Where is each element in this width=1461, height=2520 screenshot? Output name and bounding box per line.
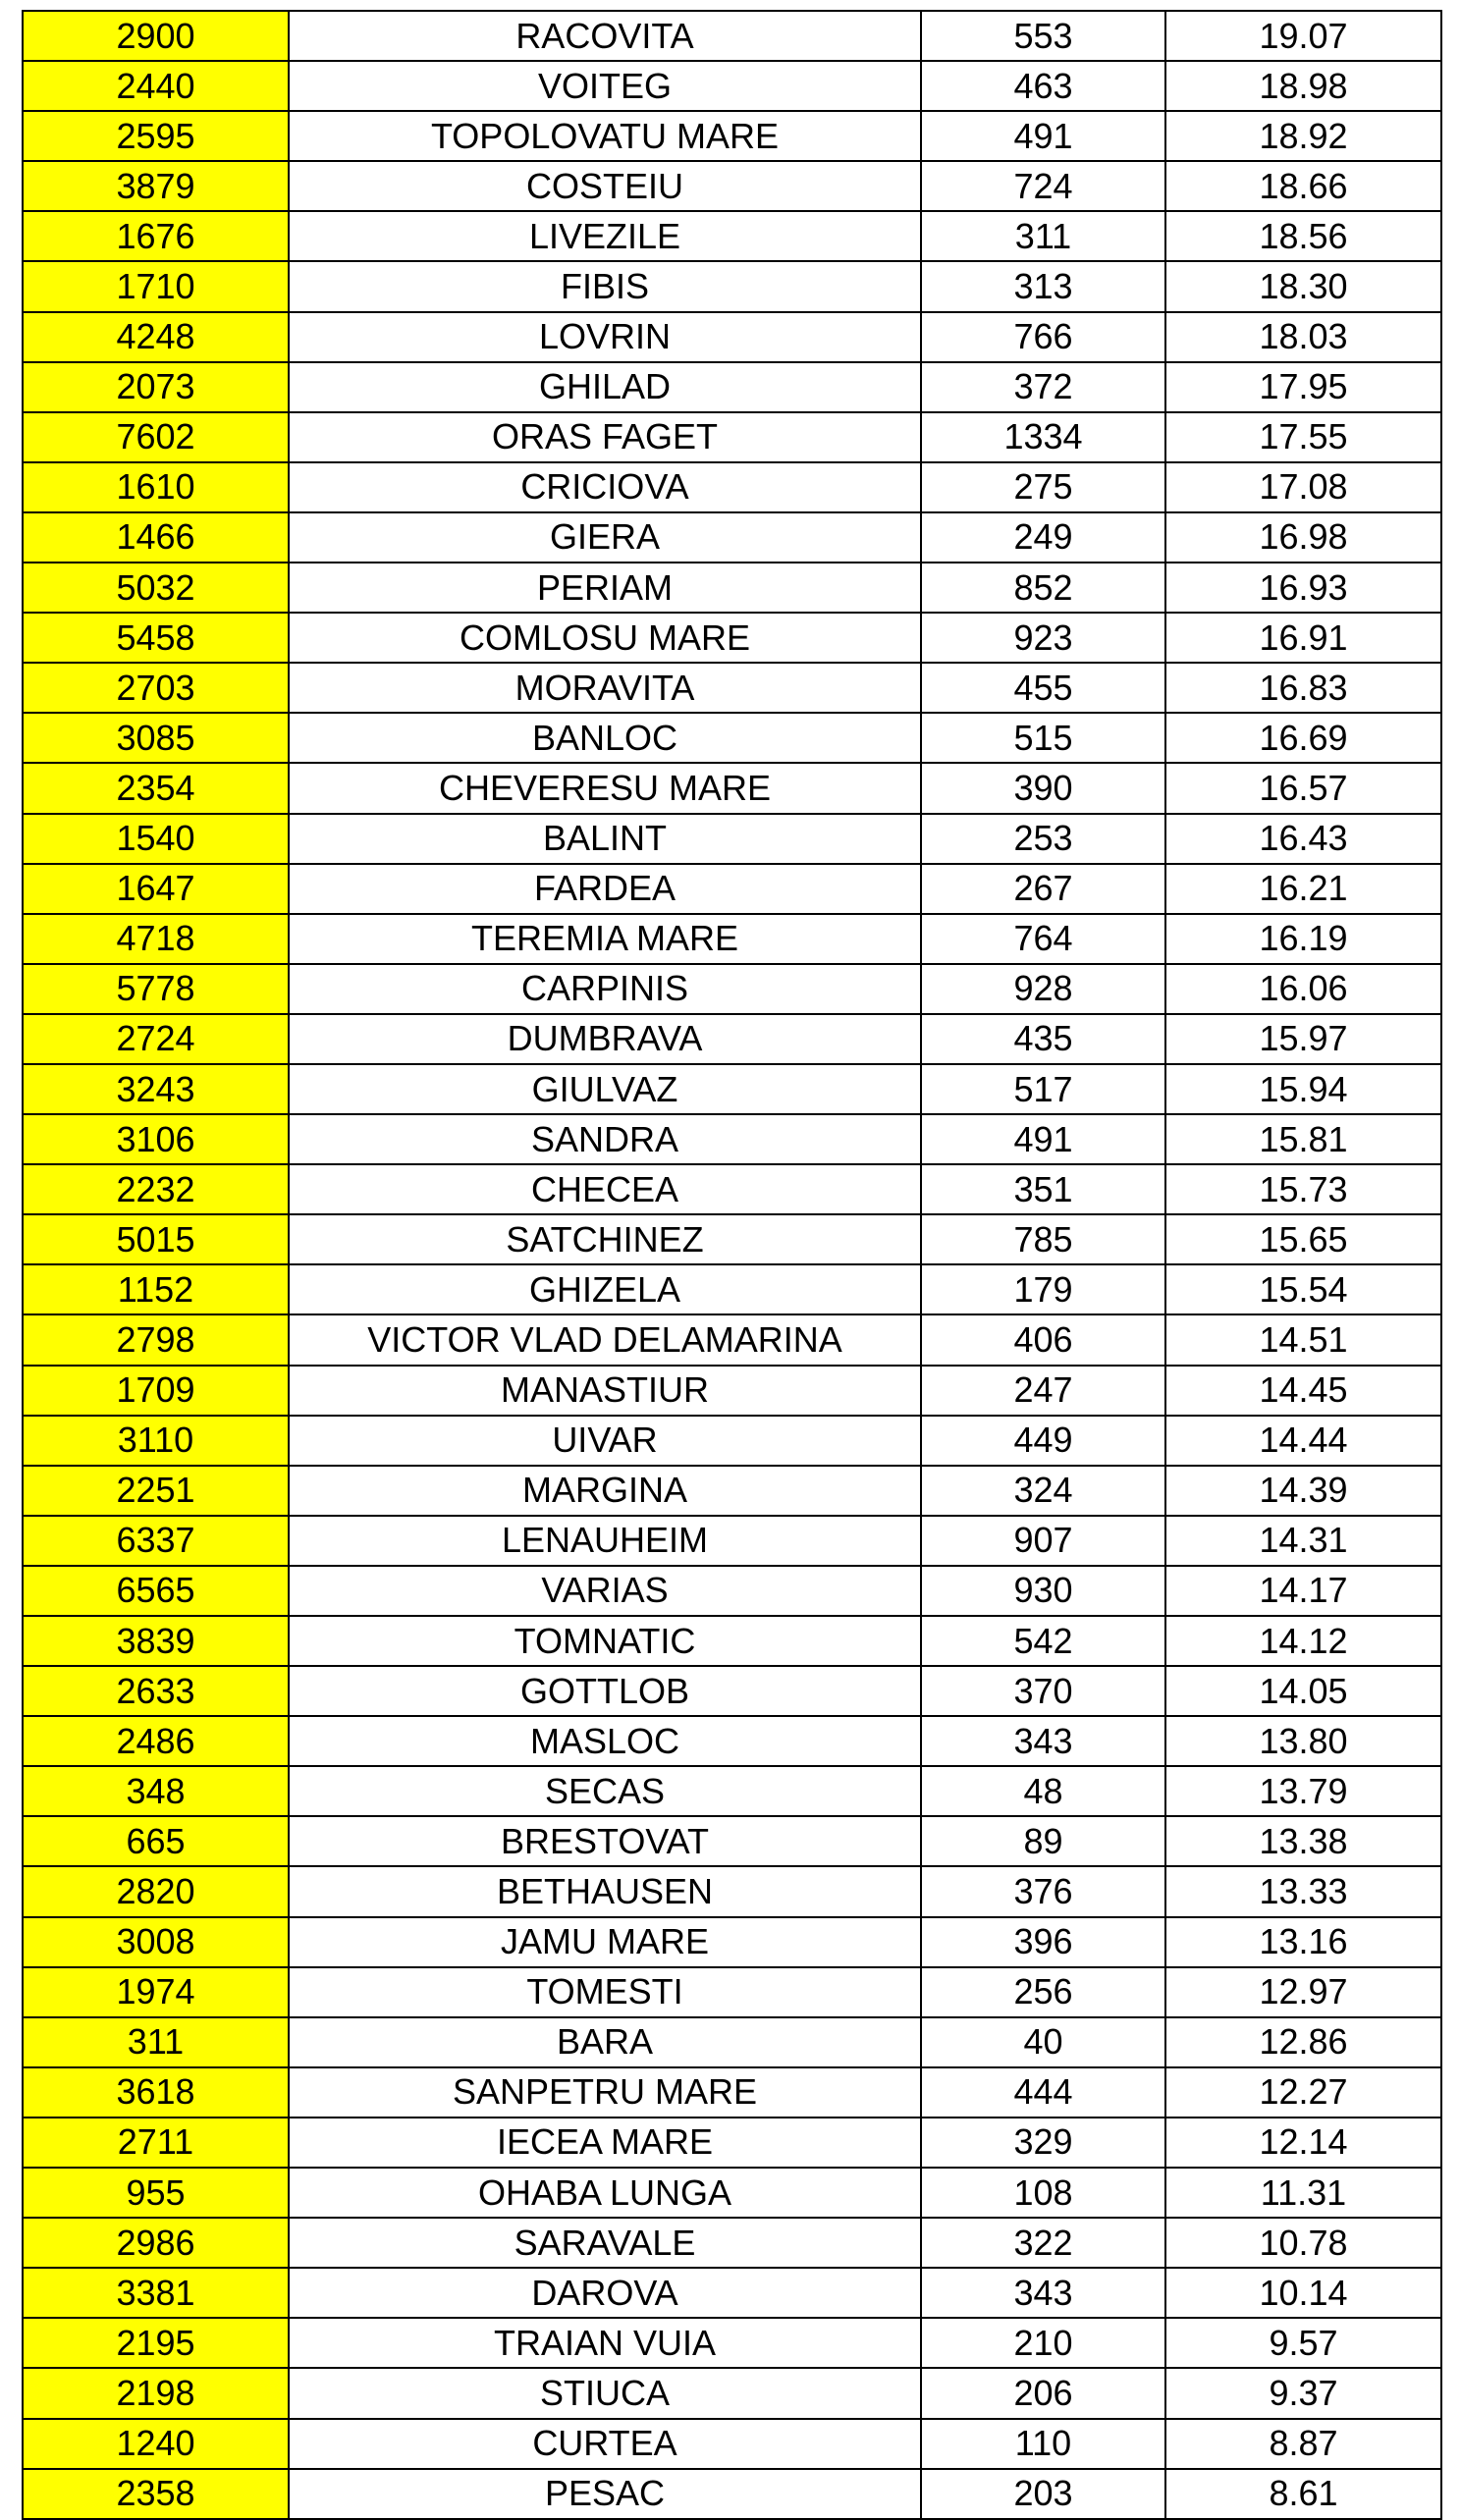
locality-cell: LIVEZILE xyxy=(289,211,921,261)
locality-cell: TOMNATIC xyxy=(289,1616,921,1666)
table-row xyxy=(23,312,1441,362)
count-cell: 542 xyxy=(921,1616,1165,1666)
id-cell: 3618 xyxy=(23,2067,289,2118)
value-cell: 15.54 xyxy=(1165,1264,1441,1314)
locality-cell: TEREMIA MARE xyxy=(289,914,921,964)
value-cell: 18.92 xyxy=(1165,111,1441,161)
table-row xyxy=(23,964,1441,1014)
locality-cell: CURTEA xyxy=(289,2419,921,2469)
count-cell: 724 xyxy=(921,161,1165,211)
locality-cell: GHILAD xyxy=(289,362,921,412)
id-cell: 1540 xyxy=(23,814,289,864)
count-cell: 267 xyxy=(921,864,1165,914)
count-cell: 48 xyxy=(921,1766,1165,1816)
count-cell: 553 xyxy=(921,11,1165,61)
locality-cell: GHIZELA xyxy=(289,1264,921,1314)
count-cell: 311 xyxy=(921,211,1165,261)
table-row xyxy=(23,2469,1441,2519)
table-row xyxy=(23,1917,1441,1967)
locality-cell: VARIAS xyxy=(289,1566,921,1616)
id-cell: 5032 xyxy=(23,563,289,613)
id-cell: 5458 xyxy=(23,613,289,663)
locality-cell: DAROVA xyxy=(289,2268,921,2318)
count-cell: 396 xyxy=(921,1917,1165,1967)
count-cell: 517 xyxy=(921,1064,1165,1114)
count-cell: 463 xyxy=(921,61,1165,111)
value-cell: 10.14 xyxy=(1165,2268,1441,2318)
table-row xyxy=(23,111,1441,161)
value-cell: 14.39 xyxy=(1165,1466,1441,1516)
count-cell: 210 xyxy=(921,2318,1165,2368)
table-row xyxy=(23,2218,1441,2268)
value-cell: 9.37 xyxy=(1165,2368,1441,2418)
table-row xyxy=(23,2318,1441,2368)
id-cell: 2486 xyxy=(23,1716,289,1766)
id-cell: 5015 xyxy=(23,1214,289,1264)
table-row xyxy=(23,914,1441,964)
table-row xyxy=(23,61,1441,111)
value-cell: 8.87 xyxy=(1165,2419,1441,2469)
count-cell: 253 xyxy=(921,814,1165,864)
table-row xyxy=(23,1366,1441,1416)
id-cell: 2195 xyxy=(23,2318,289,2368)
id-cell: 1610 xyxy=(23,462,289,512)
id-cell: 6337 xyxy=(23,1516,289,1566)
id-cell: 7602 xyxy=(23,412,289,462)
table-row xyxy=(23,2067,1441,2118)
id-cell: 5778 xyxy=(23,964,289,1014)
value-cell: 14.31 xyxy=(1165,1516,1441,1566)
value-cell: 16.91 xyxy=(1165,613,1441,663)
value-cell: 16.43 xyxy=(1165,814,1441,864)
id-cell: 1647 xyxy=(23,864,289,914)
table-row xyxy=(23,1766,1441,1816)
id-cell: 2798 xyxy=(23,1314,289,1365)
count-cell: 764 xyxy=(921,914,1165,964)
count-cell: 203 xyxy=(921,2469,1165,2519)
count-cell: 376 xyxy=(921,1866,1165,1916)
table-row xyxy=(23,462,1441,512)
count-cell: 343 xyxy=(921,1716,1165,1766)
table-row xyxy=(23,1264,1441,1314)
locality-cell: BETHAUSEN xyxy=(289,1866,921,1916)
id-cell: 3085 xyxy=(23,713,289,763)
id-cell: 2711 xyxy=(23,2118,289,2168)
count-cell: 179 xyxy=(921,1264,1165,1314)
table-row xyxy=(23,864,1441,914)
id-cell: 1152 xyxy=(23,1264,289,1314)
table-row xyxy=(23,1014,1441,1064)
locality-cell: VICTOR VLAD DELAMARINA xyxy=(289,1314,921,1365)
locality-cell: STIUCA xyxy=(289,2368,921,2418)
value-cell: 17.55 xyxy=(1165,412,1441,462)
locality-cell: SANPETRU MARE xyxy=(289,2067,921,2118)
table-row xyxy=(23,1566,1441,1616)
count-cell: 108 xyxy=(921,2168,1165,2218)
count-cell: 1334 xyxy=(921,412,1165,462)
id-cell: 348 xyxy=(23,1766,289,1816)
value-cell: 18.66 xyxy=(1165,161,1441,211)
id-cell: 311 xyxy=(23,2017,289,2067)
id-cell: 1466 xyxy=(23,512,289,563)
locality-cell: VOITEG xyxy=(289,61,921,111)
value-cell: 18.03 xyxy=(1165,312,1441,362)
table-row xyxy=(23,2168,1441,2218)
locality-cell: RACOVITA xyxy=(289,11,921,61)
locality-cell: CHECEA xyxy=(289,1164,921,1214)
table-row xyxy=(23,2368,1441,2418)
count-cell: 928 xyxy=(921,964,1165,1014)
value-cell: 14.17 xyxy=(1165,1566,1441,1616)
value-cell: 13.16 xyxy=(1165,1917,1441,1967)
locality-cell: TOPOLOVATU MARE xyxy=(289,111,921,161)
value-cell: 15.97 xyxy=(1165,1014,1441,1064)
value-cell: 8.61 xyxy=(1165,2469,1441,2519)
locality-cell: BRESTOVAT xyxy=(289,1816,921,1866)
count-cell: 449 xyxy=(921,1416,1165,1466)
count-cell: 324 xyxy=(921,1466,1165,1516)
value-cell: 17.95 xyxy=(1165,362,1441,412)
id-cell: 4718 xyxy=(23,914,289,964)
id-cell: 4248 xyxy=(23,312,289,362)
count-cell: 40 xyxy=(921,2017,1165,2067)
id-cell: 1974 xyxy=(23,1967,289,2017)
locality-cell: FIBIS xyxy=(289,261,921,311)
locality-cell: OHABA LUNGA xyxy=(289,2168,921,2218)
count-cell: 329 xyxy=(921,2118,1165,2168)
count-cell: 372 xyxy=(921,362,1165,412)
id-cell: 2232 xyxy=(23,1164,289,1214)
locality-cell: COSTEIU xyxy=(289,161,921,211)
locality-cell: MASLOC xyxy=(289,1716,921,1766)
value-cell: 14.45 xyxy=(1165,1366,1441,1416)
count-cell: 370 xyxy=(921,1666,1165,1716)
table-row xyxy=(23,2268,1441,2318)
table-row xyxy=(23,1716,1441,1766)
value-cell: 15.65 xyxy=(1165,1214,1441,1264)
table-row xyxy=(23,1064,1441,1114)
count-cell: 275 xyxy=(921,462,1165,512)
locality-cell: JAMU MARE xyxy=(289,1917,921,1967)
count-cell: 435 xyxy=(921,1014,1165,1064)
id-cell: 2633 xyxy=(23,1666,289,1716)
locality-cell: SATCHINEZ xyxy=(289,1214,921,1264)
value-cell: 16.93 xyxy=(1165,563,1441,613)
value-cell: 16.57 xyxy=(1165,763,1441,813)
id-cell: 3381 xyxy=(23,2268,289,2318)
id-cell: 3839 xyxy=(23,1616,289,1666)
id-cell: 2198 xyxy=(23,2368,289,2418)
id-cell: 2986 xyxy=(23,2218,289,2268)
value-cell: 16.19 xyxy=(1165,914,1441,964)
value-cell: 11.31 xyxy=(1165,2168,1441,2218)
locality-cell: LENAUHEIM xyxy=(289,1516,921,1566)
count-cell: 343 xyxy=(921,2268,1165,2318)
count-cell: 351 xyxy=(921,1164,1165,1214)
value-cell: 10.78 xyxy=(1165,2218,1441,2268)
value-cell: 16.98 xyxy=(1165,512,1441,563)
value-cell: 16.06 xyxy=(1165,964,1441,1014)
table-row xyxy=(23,412,1441,462)
count-cell: 923 xyxy=(921,613,1165,663)
count-cell: 455 xyxy=(921,663,1165,713)
value-cell: 12.86 xyxy=(1165,2017,1441,2067)
count-cell: 249 xyxy=(921,512,1165,563)
id-cell: 2073 xyxy=(23,362,289,412)
table-row xyxy=(23,2419,1441,2469)
id-cell: 3008 xyxy=(23,1917,289,1967)
value-cell: 16.21 xyxy=(1165,864,1441,914)
count-cell: 256 xyxy=(921,1967,1165,2017)
table-row xyxy=(23,261,1441,311)
locality-cell: GIULVAZ xyxy=(289,1064,921,1114)
id-cell: 1710 xyxy=(23,261,289,311)
table-row xyxy=(23,763,1441,813)
count-cell: 89 xyxy=(921,1816,1165,1866)
value-cell: 12.14 xyxy=(1165,2118,1441,2168)
data-table xyxy=(22,10,1442,2520)
table-row xyxy=(23,11,1441,61)
count-cell: 390 xyxy=(921,763,1165,813)
value-cell: 9.57 xyxy=(1165,2318,1441,2368)
table-row xyxy=(23,512,1441,563)
locality-cell: BARA xyxy=(289,2017,921,2067)
locality-cell: SARAVALE xyxy=(289,2218,921,2268)
id-cell: 3243 xyxy=(23,1064,289,1114)
id-cell: 2703 xyxy=(23,663,289,713)
id-cell: 3879 xyxy=(23,161,289,211)
table-row xyxy=(23,211,1441,261)
value-cell: 14.05 xyxy=(1165,1666,1441,1716)
table-row xyxy=(23,1666,1441,1716)
count-cell: 406 xyxy=(921,1314,1165,1365)
locality-cell: UIVAR xyxy=(289,1416,921,1466)
table-row xyxy=(23,161,1441,211)
id-cell: 2251 xyxy=(23,1466,289,1516)
id-cell: 3106 xyxy=(23,1114,289,1164)
count-cell: 491 xyxy=(921,111,1165,161)
count-cell: 491 xyxy=(921,1114,1165,1164)
id-cell: 1709 xyxy=(23,1366,289,1416)
locality-cell: GOTTLOB xyxy=(289,1666,921,1716)
value-cell: 18.98 xyxy=(1165,61,1441,111)
locality-cell: IECEA MARE xyxy=(289,2118,921,2168)
table-row xyxy=(23,1114,1441,1164)
table-row xyxy=(23,362,1441,412)
table-row xyxy=(23,1466,1441,1516)
value-cell: 15.73 xyxy=(1165,1164,1441,1214)
table-row xyxy=(23,1314,1441,1365)
id-cell: 2354 xyxy=(23,763,289,813)
count-cell: 322 xyxy=(921,2218,1165,2268)
value-cell: 16.83 xyxy=(1165,663,1441,713)
value-cell: 18.56 xyxy=(1165,211,1441,261)
id-cell: 3110 xyxy=(23,1416,289,1466)
value-cell: 12.27 xyxy=(1165,2067,1441,2118)
locality-cell: PESAC xyxy=(289,2469,921,2519)
id-cell: 1240 xyxy=(23,2419,289,2469)
locality-cell: SECAS xyxy=(289,1766,921,1816)
locality-cell: MANASTIUR xyxy=(289,1366,921,1416)
locality-cell: GIERA xyxy=(289,512,921,563)
table-row xyxy=(23,1416,1441,1466)
id-cell: 2595 xyxy=(23,111,289,161)
count-cell: 907 xyxy=(921,1516,1165,1566)
id-cell: 6565 xyxy=(23,1566,289,1616)
count-cell: 930 xyxy=(921,1566,1165,1616)
id-cell: 955 xyxy=(23,2168,289,2218)
count-cell: 110 xyxy=(921,2419,1165,2469)
value-cell: 19.07 xyxy=(1165,11,1441,61)
id-cell: 2820 xyxy=(23,1866,289,1916)
locality-cell: PERIAM xyxy=(289,563,921,613)
locality-cell: CRICIOVA xyxy=(289,462,921,512)
id-cell: 2440 xyxy=(23,61,289,111)
value-cell: 14.12 xyxy=(1165,1616,1441,1666)
table-row xyxy=(23,2017,1441,2067)
count-cell: 444 xyxy=(921,2067,1165,2118)
locality-cell: LOVRIN xyxy=(289,312,921,362)
locality-cell: ORAS FAGET xyxy=(289,412,921,462)
count-cell: 766 xyxy=(921,312,1165,362)
table-row xyxy=(23,1516,1441,1566)
locality-cell: TOMESTI xyxy=(289,1967,921,2017)
locality-cell: FARDEA xyxy=(289,864,921,914)
value-cell: 13.80 xyxy=(1165,1716,1441,1766)
count-cell: 785 xyxy=(921,1214,1165,1264)
count-cell: 313 xyxy=(921,261,1165,311)
id-cell: 1676 xyxy=(23,211,289,261)
locality-cell: CHEVERESU MARE xyxy=(289,763,921,813)
locality-cell: CARPINIS xyxy=(289,964,921,1014)
locality-cell: COMLOSU MARE xyxy=(289,613,921,663)
table-row xyxy=(23,1616,1441,1666)
value-cell: 15.94 xyxy=(1165,1064,1441,1114)
locality-cell: SANDRA xyxy=(289,1114,921,1164)
value-cell: 14.51 xyxy=(1165,1314,1441,1365)
locality-cell: TRAIAN VUIA xyxy=(289,2318,921,2368)
table-body xyxy=(23,11,1441,2519)
table-row xyxy=(23,2118,1441,2168)
value-cell: 12.97 xyxy=(1165,1967,1441,2017)
table-row xyxy=(23,613,1441,663)
id-cell: 2900 xyxy=(23,11,289,61)
value-cell: 13.33 xyxy=(1165,1866,1441,1916)
locality-cell: MORAVITA xyxy=(289,663,921,713)
locality-cell: BALINT xyxy=(289,814,921,864)
id-cell: 665 xyxy=(23,1816,289,1866)
count-cell: 852 xyxy=(921,563,1165,613)
value-cell: 13.79 xyxy=(1165,1766,1441,1816)
value-cell: 14.44 xyxy=(1165,1416,1441,1466)
table-row xyxy=(23,663,1441,713)
table-row xyxy=(23,814,1441,864)
value-cell: 16.69 xyxy=(1165,713,1441,763)
table-row xyxy=(23,563,1441,613)
table-row xyxy=(23,1164,1441,1214)
table-row xyxy=(23,1967,1441,2017)
id-cell: 2358 xyxy=(23,2469,289,2519)
locality-cell: DUMBRAVA xyxy=(289,1014,921,1064)
locality-cell: MARGINA xyxy=(289,1466,921,1516)
table-row xyxy=(23,713,1441,763)
locality-cell: BANLOC xyxy=(289,713,921,763)
table-row xyxy=(23,1816,1441,1866)
count-cell: 247 xyxy=(921,1366,1165,1416)
value-cell: 17.08 xyxy=(1165,462,1441,512)
table-row xyxy=(23,1214,1441,1264)
value-cell: 13.38 xyxy=(1165,1816,1441,1866)
value-cell: 15.81 xyxy=(1165,1114,1441,1164)
count-cell: 206 xyxy=(921,2368,1165,2418)
value-cell: 18.30 xyxy=(1165,261,1441,311)
id-cell: 2724 xyxy=(23,1014,289,1064)
table-row xyxy=(23,1866,1441,1916)
count-cell: 515 xyxy=(921,713,1165,763)
